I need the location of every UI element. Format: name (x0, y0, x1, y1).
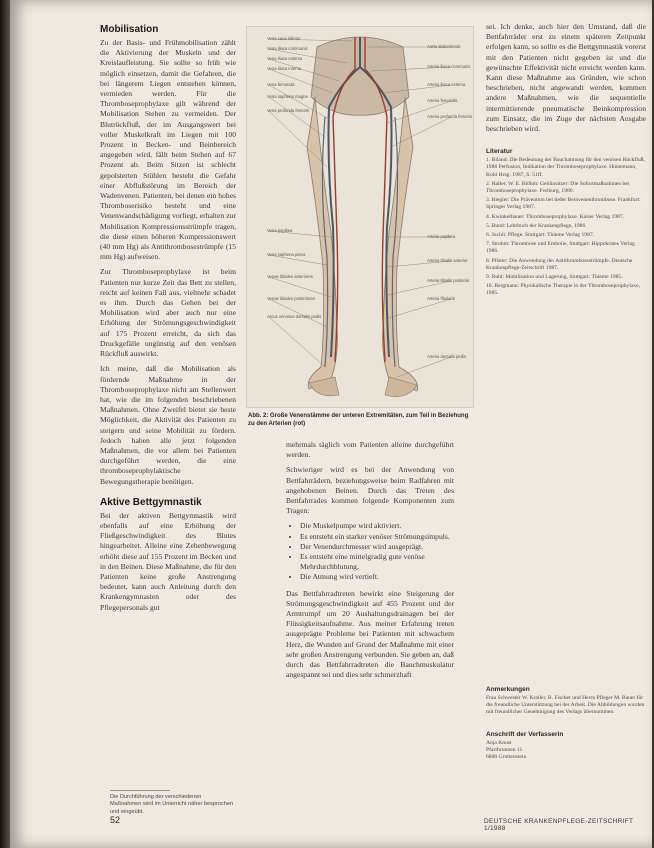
figure-venous-anatomy (246, 26, 474, 408)
notes-text: Frau Schwester W. Kraller, B. Fischer und Herrn Pfleger M. Bauer für die freundliche Unterstützung bei der Arbeit. Die Abbildungen wurden mit freundlicher Genehmigung des Verlags übernommen. (486, 695, 645, 716)
paragraph: mehrmals täglich vom Patienten alleine durchgeführt werden. (286, 440, 454, 460)
reference-item: 10. Bergmann: Physikalische Therapie in der Thromboseprophylaxe, 1985. (486, 283, 641, 297)
figure-label: Vena iliaca interna (267, 66, 302, 71)
figure-label: Arteria iliaca communis (427, 64, 471, 69)
magazine-page (10, 0, 652, 848)
footnote-text: Die Durchführung der verschiedenen Maßnahmen wird im Unterricht näher besprochen und eingeübt. (110, 794, 234, 815)
reference-item: 4. Kwinkelbauer: Thromboseprophylaxe. Kaiser Verlag 1987. (486, 213, 625, 220)
book-binding (0, 0, 10, 848)
figure-label: Vena iliaca communis (267, 46, 308, 51)
reference-item: 5. Bund: Lehrbuch der Krankenpflege, 1986. (486, 222, 587, 229)
figure-label: Vena poplitea (267, 228, 293, 233)
figure-label: Arteria femoralis (427, 98, 458, 103)
list-item: • Es entsteht ein starker venöser Strömungsimpuls. (300, 532, 454, 542)
author-line: Anja Knust (486, 739, 512, 746)
figure-label: Venae tibiales anteriores (267, 274, 313, 279)
journal-footer: DEUTSCHE KRANKENPFLEGE-ZEITSCHRIFT 1/1988 (484, 818, 634, 832)
figure-label: Arcus venosus dorsalis pedis (267, 314, 322, 319)
figure-label: Arteria tibialis posterior (427, 278, 470, 283)
figure-label: Arteria dorsalis pedis (427, 354, 467, 359)
benefit-list (286, 521, 454, 582)
figure-label: Venae tibiales posteriores (267, 296, 315, 301)
page-number: 52 (110, 815, 121, 825)
references-title: Literatur (486, 148, 513, 156)
list-item: • Die Atmung wird vertieft. (300, 572, 454, 582)
reference-item: 2. Haller, W. E. Blöhm: Gehlinsitzer: Die Sofortmaßnahmen bei Thromboseprophylaxe. Freiburg, 1986. (486, 180, 630, 195)
notes-block (486, 686, 646, 761)
paragraph: Ich meine, daß die Mobilisation als fördernde Maßnahme in der Thromboseprophylaxe nicht am Stellenwert hat, wie die im folgenden beschriebenen Maßnahmen. Ohne Zweifel bietet sie beste Möglichkeit, die Aktivität des Patienten zu steigern und seine Mobilität zu fördern. Jedoch haben alle jetzt folgenden Maßnahmen, die vor allem bei Patienten durchgeführt werden, die eine thromboseprophylaktische Bewegungstherapie benötigen. (100, 364, 236, 486)
figure-label: Arteria profunda femoris (427, 114, 472, 119)
author-line: 6800 Gruttenstein (486, 754, 527, 761)
figure-label: Vena saphena parva (267, 252, 306, 257)
paragraph: Das Bettfahrradtreten bewirkt eine Steigerung der Strömungsgeschwindigkeit auf 455 Prozent und der Armtrumpf um 20 Aushaltungsdrainagen bei der Flüssigkeitsaufnahme. Aus meiner Erfahrung treten ausgeprägte Probleme bei Patienten mit schwachem Herz, die Wunden auf Grund der Maßnahme mit einer sehr großen Anstrengung verbunden. Sie geben an, daß durch das Bettfahrradtreten die Bauchmuskulatur angespannt sei und dies sehr schmerzhaft (286, 588, 454, 680)
author-title: Anschrift der Verfasserin (486, 730, 564, 738)
reference-item: 9. Ruhl: Mobilisation und Lagerung, Stuttgart: Thieme 1985. (486, 274, 623, 281)
figure-label: Vena femoralis (267, 82, 295, 87)
footnote (110, 790, 234, 816)
reference-item: 8. Pfister: Die Anwendung der Antithrombosestrümpfe. Deutsche Krankenpflege-Zeitschrift 1987. (486, 257, 633, 271)
figure-label: Vena profunda femoris (267, 108, 310, 113)
figure-label: Arteria iliaca externa (427, 82, 466, 87)
figure-label: Vena iliaca externa (267, 56, 303, 61)
heading-aktive-bettgymnastik: Aktive Bettgymnastik (100, 496, 202, 508)
list-item: • Die Muskelpumpe wird aktiviert. (300, 521, 454, 531)
paragraph: Zu der Basis- und Frühmobilisation zählt die Aktivierung der Muskeln und der Kreislaufleistung. Sie sollte so früh wie möglich einsetzen, damit die Gefahren, die bei längerem Liegen entstehen können, vermieden werden. Für die Thromboseprophylaxe gilt während der Mobilisation Stehen zu vermeiden. Der Blutrückfluß, der im Ausgangswert bei voller Muskelkraft im Liegen mit 100 Prozent in Becken- und Beinbereich angegeben wird, fällt beim Stehen auf 67 Prozent ab. Beim Sitzen ist schlecht gepolsterten Stühlen besteht die Gefahr einer Abflußstörung im Bereich der Wadenvenen. Patienten, bei denen ein hohes Thromboserisiko besteht und eine Venenwandschädigung vorliegt, erhalten zur Mobilisation Kompressionsstrümpfe tragen, die diese einen höheren Kompressionswert (40 mm Hg) als Antithrombosestrümpfe (15 mm Hg) aufweisen. (100, 38, 236, 262)
list-item: • Es entsteht eine mittelgradig gute venöse Mehrdurchblutung. (300, 552, 454, 572)
figure-caption: Abb. 2: Große Venenstämme der unteren Extremitäten, zum Teil in Beziehung zu den Arterien (rot) (248, 413, 469, 427)
reference-item: 6. Juchli: Pflege. Stuttgart: Thieme Verlag 1987. (486, 232, 595, 239)
paragraph: Schwieriger wird es bei der Anwendung von Bettfahrrädern, beziehungsweise beim Radfahren mit angehobenen Beinen. Durch das Treten des Bettfahrrades kommen folgende Komponenten zum Tragen: (286, 465, 454, 516)
column-left (100, 24, 236, 618)
list-item: • Der Venendurchmesser wird ausgeprägt. (300, 542, 454, 552)
reference-item: 1. Biland: Die Bedeutung der Bauchatmung für den venösen Rückfluß, 1988 Perfusion, Indikation der Thromboseprophylaxe. Hüntemann, Kohl Hrsg. 1987, S. 51ff. (486, 157, 645, 178)
heading-mobilisation: Mobilisation (100, 24, 159, 35)
paragraph: Zur Thromboseprophylaxe ist beim Patienten nur kurze Zeit das Bett zu stellen, reicht auf keinen Fall aus, vielmehr schadet es ihm. Durch das Gehen bei der Mobilisation wird aber auch nur eine Erhöhung der Strömungsgeschwindigkeit auf 175 Prozent erreicht, da sich das Druckgefälle ungünstig auf den venösen Rückfluß auswirkt. (100, 267, 236, 359)
notes-title: Anmerkungen (486, 686, 530, 693)
figure-label: Vena cava inferior (267, 36, 301, 41)
author-line: Pfarrbrunnen 11 (486, 746, 523, 753)
figure-label: Arteria fibularis (427, 296, 455, 301)
figure-label: Aorta abdominalis (427, 44, 461, 49)
footnote-rule (110, 790, 170, 791)
column-middle (286, 440, 454, 685)
paragraph: sei. Ich denke, auch hier den Umstand, daß die Bettfahrräder erst zu einem späteren Zeitpunkt erfolgen kann, so sollte es die Bettgymnastik vorerst mit den Patienten nicht gegeben ist und die gewünschte Effektivität nicht erreicht werden kann. Kann diese Maßnahme aus Gründen, wie schon beschrieben, nicht angewandt werden, kommen andere Maßnahmen, wie die sequentielle intermittierende pneumatische Beinkompression zum Einsatz, die im Zuge der nächsten Ausgabe beschrieben wird. (486, 22, 646, 134)
reference-item: 3. Biegler: Die Prävention bei tiefer Beinvenenthrombose. Frankfurt: Springer Verlag 1987. (486, 197, 641, 211)
figure-label: Arteria poplitea (427, 234, 456, 239)
paragraph: Bei der aktiven Bettgymnastik wird ebenfalls auf eine Erhöhung der Fließgeschwindigkeit des Blutes hingearbeitet. Alleine eine Zehenbewegung erhöht diese auf 155 Prozent im Becken und in den Beinen. Diese Maßnahme, die für den Patienten keine große Anstrengung bedeutet, kann auch Anleitung durch den Krankengymnasten oder des Pflegepersonals gut (100, 510, 237, 612)
figure-label: Arteria tibialis anterior (427, 258, 468, 263)
reference-item: 7. Strohm: Thrombose und Embolie, Stuttgart: Hippokrates Verlag 1986. (486, 241, 635, 255)
column-right (486, 22, 646, 300)
figure-label: Vena saphena magna (267, 94, 308, 99)
